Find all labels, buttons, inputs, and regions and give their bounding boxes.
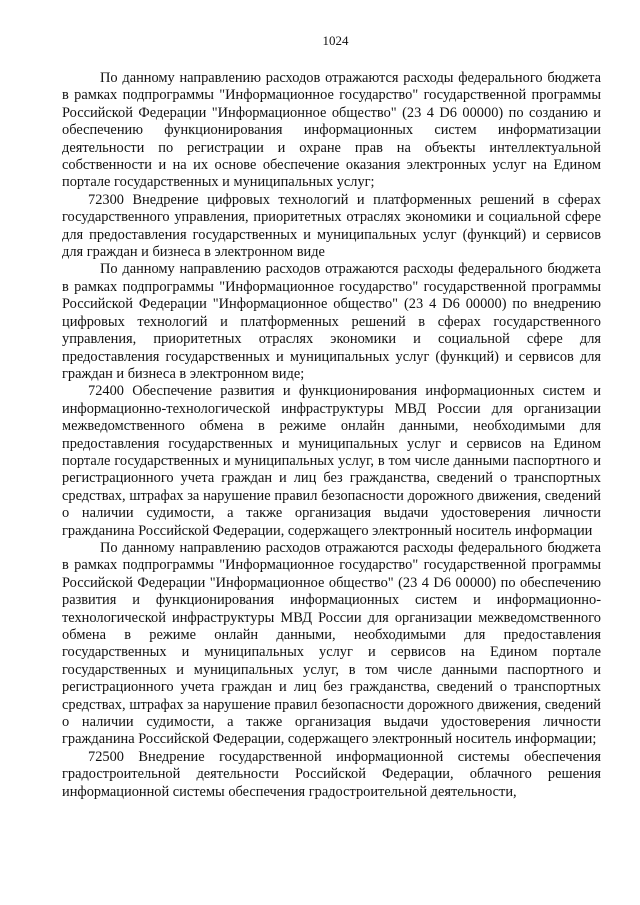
paragraph-code-72300: 72300 Внедрение цифровых технологий и платформенных решений в сферах государственного управления, приоритетных отраслях экономики и социальной сфере для предоставления государственных и муниципальных услуг (функций) и сервисов для граждан и бизнеса в электронном виде <box>62 191 601 261</box>
paragraph-expense-description-2: По данному направлению расходов отражаются расходы федерального бюджета в рамках подпрограммы "Информационное государство" государственной программы Российской Федерации "Информационное общество" (23 4 D6 00000) по внедрению цифровых технологий и платформенных решений в сферах государственного управления, приоритетных отраслях экономики и социальной сфере для предоставления государственных и муниципальных услуг (функций) и сервисов для граждан и бизнеса в электронном виде; <box>62 261 601 382</box>
paragraph-expense-description-1: По данному направлению расходов отражаются расходы федерального бюджета в рамках подпрограммы "Информационное государство" государственной программы Российской Федерации "Информационное общество" (23 4 D6 00000) по созданию и обеспечению функционирования информационных систем информатизации деятельности по регистрации и охране прав на объекты интеллектуальной собственности и на их основе обеспечение оказания электронных услуг на Едином портале государственных и муниципальных услуг; <box>62 70 601 191</box>
paragraph-code-72500: 72500 Внедрение государственной информационной системы обеспечения градостроительной деятельности Российской Федерации, облачного решения информационной системы обеспечения градостроительной деятельности, <box>62 748 601 800</box>
paragraph-expense-description-3: По данному направлению расходов отражаются расходы федерального бюджета в рамках подпрограммы "Информационное государство" государственной программы Российской Федерации "Информационное общество" (23 4 D6 00000) по обеспечению развития и функционирования информационных систем и информационно-технологической инфраструктуры МВД России для организации межведомственного обмена в режиме онлайн данными, необходимыми для предоставления государственных и муниципальных услуг и сервисов на Едином портале государственных и муниципальных услуг, в том числе данными паспортного и регистрационного учета граждан и лиц без гражданства, сведений о транспортных средствах, штрафах за нарушение правил безопасности дорожного движения, сведений о наличии судимости, а также организация выдачи удостоверения личности гражданина Российской Федерации, содержащего электронный носитель информации; <box>62 539 601 748</box>
paragraph-code-72400: 72400 Обеспечение развития и функционирования информационных систем и информационно-технологической инфраструктуры МВД России для организации межведомственного обмена в режиме онлайн данными, необходимыми для предоставления государственных и муниципальных услуг и сервисов на Едином портале государственных и муниципальных услуг, в том числе данными паспортного и регистрационного учета граждан и лиц без гражданства, сведений о транспортных средствах, штрафах за нарушение правил безопасности дорожного движения, сведений о наличии судимости, а также организация выдачи удостоверения личности гражданина Российской Федерации, содержащего электронный носитель информации <box>62 383 601 539</box>
page-number: 1024 <box>322 33 349 48</box>
